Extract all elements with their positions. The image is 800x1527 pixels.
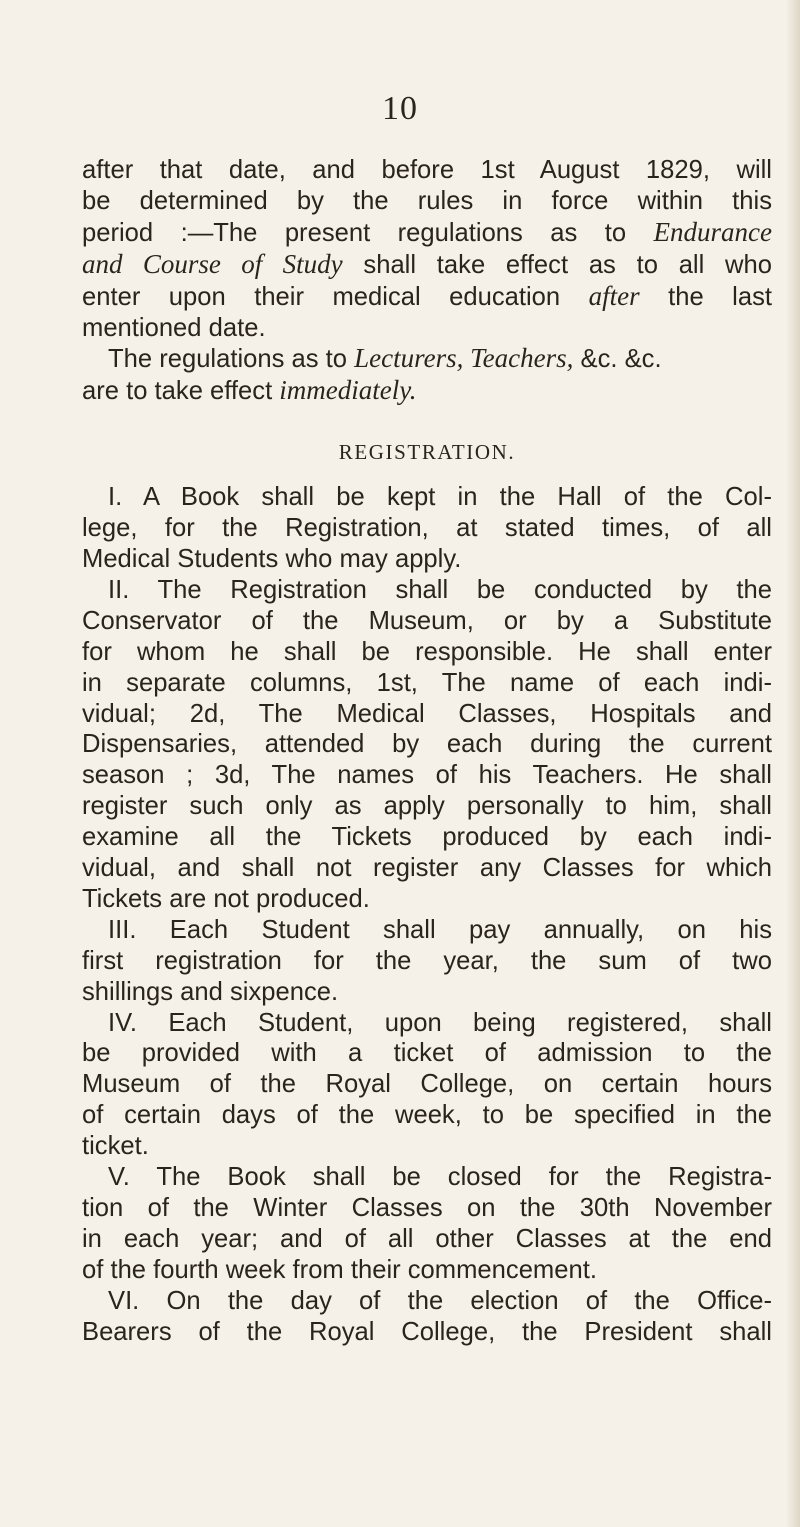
rule-line: vidual; 2d, The Medical Classes, Hospitals and — [82, 699, 772, 728]
rule-line: lege, for the Registration, at stated times, of all — [82, 514, 772, 543]
rule-line: Museum of the Royal College, on certain hours — [82, 1070, 772, 1099]
rule-line: for whom he shall be responsible. He shall enter — [82, 637, 772, 666]
intro-line-8 — [82, 375, 772, 407]
rule-line: II. The Registration shall be conducted by the — [108, 575, 772, 604]
rule-line: Medical Students who may apply. — [82, 544, 462, 573]
intro-line-7 — [82, 343, 772, 375]
rule-line: vidual, and shall not register any Classes for which — [82, 854, 772, 883]
page-number: 10 — [382, 90, 418, 127]
rule-line: Bearers of the Royal College, the President shall — [82, 1317, 772, 1346]
rule-line: examine all the Tickets produced by each indi- — [82, 823, 772, 852]
rule-line: VI. On the day of the election of the Office- — [108, 1286, 772, 1315]
rule-line: season ; 3d, The names of his Teachers. He shall — [82, 761, 772, 790]
rule-line: of certain days of the week, to be specified in the — [82, 1101, 772, 1130]
rule-line: Dispensaries, attended by each during the current — [82, 730, 772, 759]
intro-line-1: after that date, and before 1st August 1829, will — [82, 156, 772, 184]
intro-emphasis-lecturers: Lecturers, Teachers, — [354, 343, 574, 374]
rule-line: ticket. — [82, 1132, 149, 1161]
rule-line: shillings and sixpence. — [82, 977, 339, 1006]
rule-line: first registration for the year, the sum of two — [82, 946, 772, 975]
rule-line: of the fourth week from their commencement. — [82, 1255, 597, 1284]
rule-line: III. Each Student shall pay annually, on his — [108, 915, 772, 944]
intro-line-6: mentioned date. — [82, 313, 266, 342]
page-edge-shadow — [786, 0, 800, 1527]
intro-line-7-text: The regulations as to — [108, 345, 355, 374]
rule-line: Conservator of the Museum, or by a Substitute — [82, 606, 772, 635]
intro-line-7-end: &c. &c. — [573, 345, 662, 374]
intro-line-2: be determined by the rules in force within this — [82, 186, 772, 215]
rule-line: V. The Book shall be closed for the Registra- — [108, 1163, 772, 1192]
intro-line-8-text: are to take effect — [82, 377, 280, 406]
page-body — [82, 155, 772, 1348]
intro-line-5-end: the last — [668, 282, 772, 311]
rule-line: IV. Each Student, upon being registered, shall — [108, 1008, 772, 1037]
rule-line: in separate columns, 1st, The name of each indi- — [82, 668, 772, 697]
rule-line: tion of the Winter Classes on the 30th November — [82, 1194, 772, 1222]
rule-line: Tickets are not produced. — [82, 884, 370, 913]
rule-line: be provided with a ticket of admission to the — [82, 1039, 772, 1068]
intro-line-4 — [82, 249, 772, 281]
intro-line-3-text: period :—The present regulations as to — [82, 218, 654, 247]
intro-line-3 — [82, 217, 772, 249]
rule-line: register such only as apply personally to him, shall — [82, 792, 772, 821]
intro-emphasis-course-of-study: and Course of Study — [82, 248, 343, 279]
intro-line-5-text: enter upon their medical education — [82, 282, 561, 311]
section-heading-registration: REGISTRATION. — [338, 440, 516, 465]
intro-emphasis-endurance: Endurance — [653, 216, 772, 247]
rule-line: I. A Book shall be kept in the Hall of the Col- — [108, 483, 772, 512]
rule-line: in each year; and of all other Classes at the end — [82, 1224, 772, 1253]
intro-line-4-text: shall take effect as to all who — [342, 250, 773, 279]
intro-emphasis-immediately: immediately. — [279, 375, 417, 406]
intro-emphasis-after: after — [588, 280, 640, 311]
intro-line-5 — [82, 281, 772, 313]
